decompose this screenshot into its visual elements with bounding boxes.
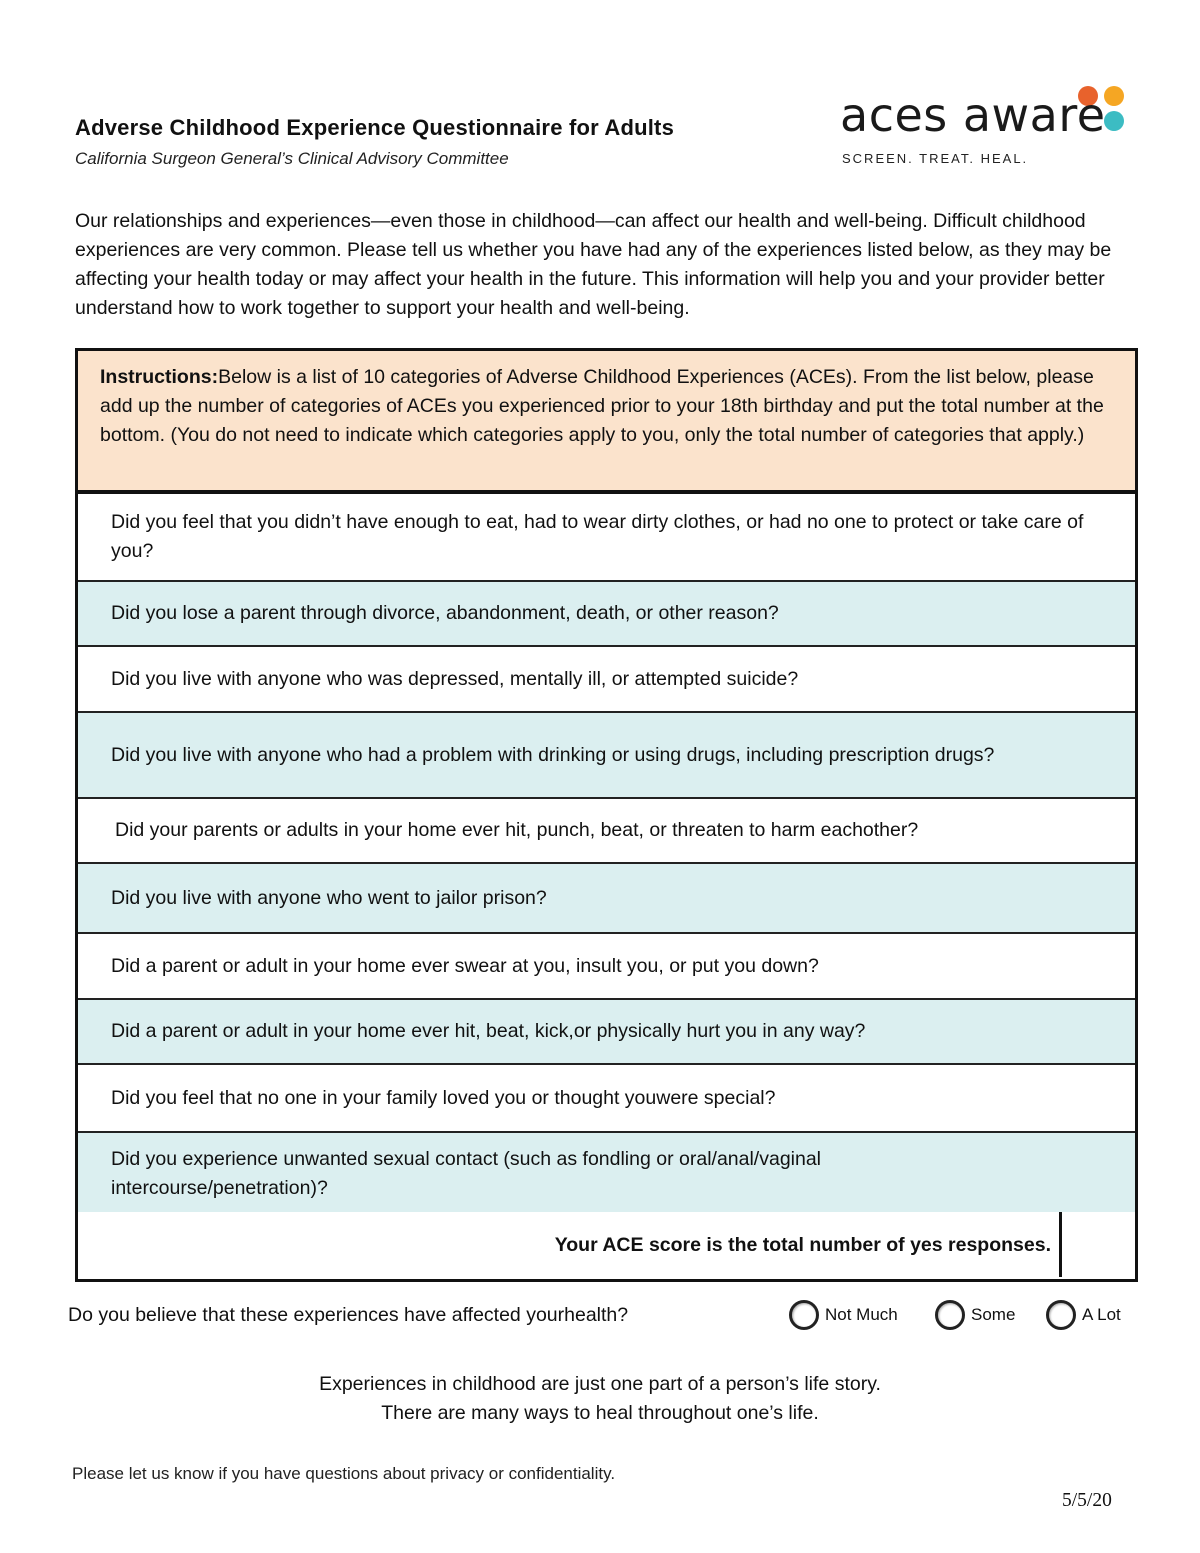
document-date: 5/5/20 — [1062, 1490, 1112, 1511]
question-row — [78, 494, 1135, 582]
closing-line-2: There are many ways to heal throughout one’s life. — [381, 1402, 819, 1424]
ace-score-row — [78, 1212, 1135, 1279]
logo-dot-yellow — [1104, 86, 1124, 106]
instructions-text: Below is a list of 10 categories of Adverse Childhood Experiences (ACEs). From the list below, please add up the number of categories of ACEs you experienced prior to your 18th birthday and put the total number at the bottom. (You do not need to indicate which categories apply to you, only the total number of categories that apply.) — [100, 366, 1104, 446]
option-label-a-lot: A Lot — [1082, 1305, 1121, 1324]
logo-wordmark: aces aware — [840, 88, 1106, 142]
question-row — [78, 713, 1135, 799]
question-text: Did you live with anyone who went to jailor prison? — [111, 886, 547, 909]
ace-score-input-box[interactable] — [1059, 1212, 1135, 1277]
question-row — [78, 1000, 1135, 1065]
closing-line-1: Experiences in childhood are just one part of a person’s life story. — [319, 1373, 881, 1395]
question-text: Did a parent or adult in your home ever swear at you, insult you, or put you down? — [111, 954, 819, 977]
question-row — [78, 582, 1135, 647]
radio-not-much[interactable] — [789, 1300, 819, 1330]
question-row — [78, 864, 1135, 934]
instructions-label: Instructions: — [100, 366, 219, 388]
page-subtitle: California Surgeon General’s Clinical Advisory Committee — [75, 149, 509, 168]
question-text: Did a parent or adult in your home ever hit, beat, kick,or physically hurt you in any way? — [111, 1020, 866, 1042]
logo-tagline: SCREEN. TREAT. HEAL. — [842, 151, 1029, 166]
question-row — [78, 934, 1135, 1000]
page-title: Adverse Childhood Experience Questionnaire for Adults — [75, 115, 675, 140]
ace-score-label: Your ACE score is the total number of yes responses. — [554, 1234, 1051, 1256]
aces-aware-logo — [838, 80, 1138, 170]
option-label-some: Some — [971, 1305, 1016, 1324]
question-text: Did you experience unwanted sexual contact (such as fondling or oral/anal/vaginal intercourse/penetration)? — [111, 1148, 822, 1199]
option-not-much[interactable] — [789, 1300, 898, 1330]
option-a-lot[interactable] — [1046, 1300, 1121, 1330]
option-label-not-much: Not Much — [825, 1305, 898, 1324]
privacy-note: Please let us know if you have questions about privacy or confidentiality. — [72, 1464, 616, 1483]
option-some[interactable] — [935, 1300, 1015, 1330]
ace-questionnaire-table — [75, 348, 1138, 1282]
logo-dot-teal — [1104, 111, 1124, 131]
question-text: Did you feel that no one in your family loved you or thought youwere special? — [111, 1086, 776, 1109]
intro-paragraph: Our relationships and experiences—even those in childhood—can affect our health and well-being. Difficult childhood experiences are very common. Please tell us whether you have had any of the experiences listed below, as they may be affecting your health today or may affect your health in the future. This information will help you and your provider better understand how to work together to support your health and well-being. — [75, 210, 1112, 319]
question-text: Did you lose a parent through divorce, abandonment, death, or other reason? — [111, 602, 779, 624]
radio-a-lot[interactable] — [1046, 1300, 1076, 1330]
question-text: Did you live with anyone who had a problem with drinking or using drugs, including prescription drugs? — [111, 743, 995, 766]
question-row — [78, 647, 1135, 713]
closing-message — [0, 1370, 1200, 1428]
health-effect-question: Do you believe that these experiences have affected yourhealth? — [68, 1304, 629, 1326]
question-row — [78, 799, 1135, 864]
question-row — [78, 1133, 1135, 1217]
question-text: Did your parents or adults in your home ever hit, punch, beat, or threaten to harm eachother? — [115, 819, 919, 841]
question-text: Did you feel that you didn’t have enough to eat, had to wear dirty clothes, or had no one to protect or take care of you? — [111, 511, 1084, 562]
question-row — [78, 1065, 1135, 1133]
question-text: Did you live with anyone who was depressed, mentally ill, or attempted suicide? — [111, 667, 799, 690]
radio-some[interactable] — [935, 1300, 965, 1330]
instructions-box — [78, 351, 1135, 494]
